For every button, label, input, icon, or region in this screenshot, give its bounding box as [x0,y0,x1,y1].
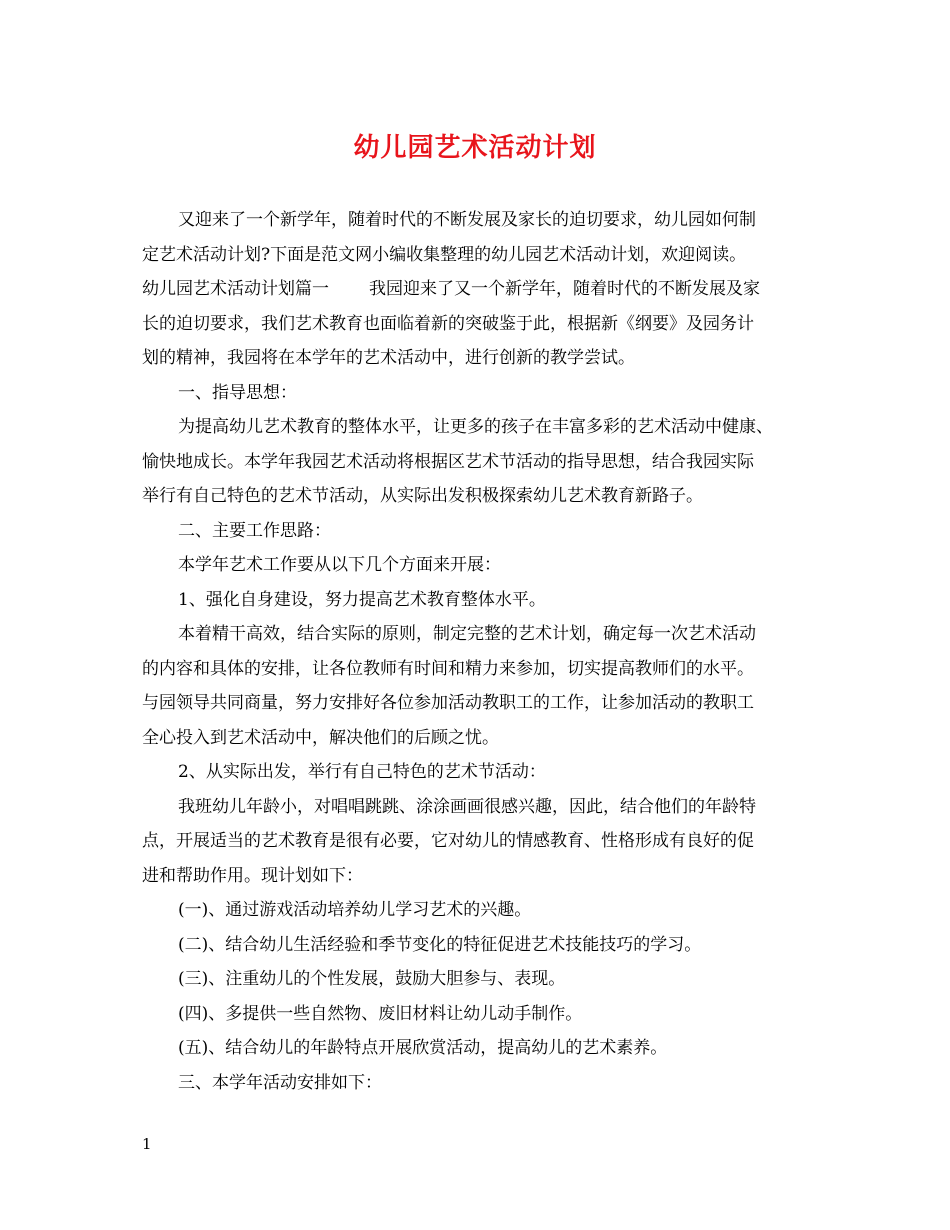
section-heading: 一、指导思想： [178,382,297,403]
document-title: 幼儿园艺术活动计划 [353,133,597,163]
list-item: (一)、通过游戏活动培养幼儿学习艺术的兴趣。 [178,900,532,920]
paragraph-line: 定艺术活动计划?下面是范文网小编收集整理的幼儿园艺术活动计划，欢迎阅读。 [142,244,747,265]
paragraph-line: 全心投入到艺术活动中，解决他们的后顾之忧。 [142,727,499,748]
paragraph-line: 为提高幼儿艺术教育的整体水平，让更多的孩子在丰富多彩的艺术活动中健康、 [178,417,773,437]
section-heading: 二、主要工作思路： [178,520,331,541]
paragraph-line: 我班幼儿年龄小，对唱唱跳跳、涂涂画画很感兴趣，因此，结合他们的年龄特 [178,796,756,817]
section-heading: 幼儿园艺术活动计划篇一 [142,279,329,299]
paragraph-line: 又迎来了一个新学年，随着时代的不断发展及家长的迫切要求，幼儿园如何制 [178,210,756,230]
paragraph-line: 点，开展适当的艺术教育是很有必要，它对幼儿的情感教育、性格形成有良好的促 [142,831,754,851]
paragraph-line: 长的迫切要求，我们艺术教育也面临着新的突破鉴于此，根据新《纲要》及园务计 [142,313,754,334]
section-heading: 三、本学年活动安排如下： [178,1072,382,1093]
paragraph-line: 本学年艺术工作要从以下几个方面来开展： [178,555,501,575]
paragraph-line: 的内容和具体的安排，让各位教师有时间和精力来参加，切实提高教师们的水平。 [142,658,754,679]
paragraph-line: 进和帮助作用。现计划如下： [142,865,363,886]
paragraph-line: 与园领导共同商量，努力安排好各位参加活动教职工的工作，让参加活动的教职工 [142,693,754,713]
page-number: 1 [142,1135,152,1153]
list-item: 2、从实际出发，举行有自己特色的艺术节活动： [178,762,546,782]
paragraph-line: 举行有自己特色的艺术节活动，从实际出发积极探索幼儿艺术教育新路子。 [142,486,703,506]
document-body [142,203,842,1100]
list-item: (四)、多提供一些自然物、废旧材料让幼儿动手制作。 [178,1003,583,1024]
list-item: (二)、结合幼儿生活经验和季节变化的特征促进艺术技能技巧的学习。 [178,934,702,955]
paragraph-line [142,272,842,307]
list-item: (三)、注重幼儿的个性发展，鼓励大胆参与、表现。 [178,969,566,989]
paragraph-text: 我园迎来了又一个新学年，随着时代的不断发展及家 [369,279,760,299]
list-item: 1、强化自身建设，努力提高艺术教育整体水平。 [178,589,546,610]
paragraph-line: 愉快地成长。本学年我园艺术活动将根据区艺术节活动的指导思想，结合我园实际 [142,451,754,472]
paragraph-line: 划的精神，我园将在本学年的艺术活动中，进行创新的教学尝试。 [142,348,635,368]
paragraph-line: 本着精干高效，结合实际的原则，制定完整的艺术计划，确定每一次艺术活动 [178,624,756,644]
list-item: (五)、结合幼儿的年龄特点开展欣赏活动，提高幼儿的艺术素养。 [178,1038,668,1058]
